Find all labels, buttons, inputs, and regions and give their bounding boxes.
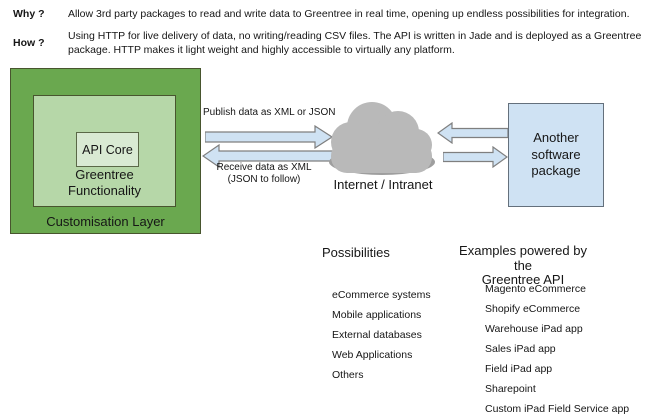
possibilities-title: Possibilities <box>322 245 390 260</box>
api-core-box <box>76 132 139 167</box>
list-item: Magento eCommerce <box>485 283 586 295</box>
cloud-to-package-arrow-right-icon <box>443 146 508 168</box>
internet-cloud-icon <box>327 100 437 178</box>
why-text <box>68 8 629 22</box>
another-software-package-box <box>508 103 604 207</box>
publish-arrow-label: Publish data as XML or JSON <box>203 107 336 118</box>
internet-intranet-label: Internet / Intranet <box>333 177 433 192</box>
why-text-line: Allow 3rd party packages to read and write data to Greentree in real time, opening up endless possibilities for integration. <box>68 8 630 20</box>
examples-list <box>485 279 629 419</box>
greentree-functionality-label: Greentree Functionality <box>68 167 141 198</box>
customisation-layer-label: Customisation Layer <box>46 214 165 229</box>
why-label: Why ? <box>13 8 45 20</box>
how-text <box>68 30 641 57</box>
list-item: Custom iPad Field Service app <box>485 403 630 415</box>
list-item: Mobile applications <box>332 309 422 321</box>
package-to-cloud-arrow-left-icon <box>437 122 508 144</box>
how-text-line1: Using HTTP for live delivery of data, no writing/reading CSV files. The API is written in Jade and is deployed as a Greentree <box>68 30 642 42</box>
list-item: Sales iPad app <box>485 343 556 355</box>
how-text-line2: package. HTTP makes it light weight and highly accessible to virtually any platform. <box>68 43 455 56</box>
list-item: Warehouse iPad app <box>485 323 583 335</box>
list-item: eCommerce systems <box>332 289 431 301</box>
api-core-label: API Core <box>82 142 133 157</box>
package-label-line2: package <box>531 163 581 179</box>
possibilities-list <box>332 285 431 385</box>
how-label: How ? <box>13 37 45 49</box>
list-item: Web Applications <box>332 349 413 361</box>
receive-arrow-label: Receive data as XML (JSON to follow) <box>216 162 312 185</box>
examples-title: Examples powered by the Greentree API <box>459 243 587 287</box>
list-item: Sharepoint <box>485 383 536 395</box>
list-item: Field iPad app <box>485 363 553 375</box>
list-item: Shopify eCommerce <box>485 303 581 315</box>
list-item: External databases <box>332 329 422 341</box>
list-item: Others <box>332 369 364 381</box>
package-label-line1: Another software <box>531 130 581 162</box>
